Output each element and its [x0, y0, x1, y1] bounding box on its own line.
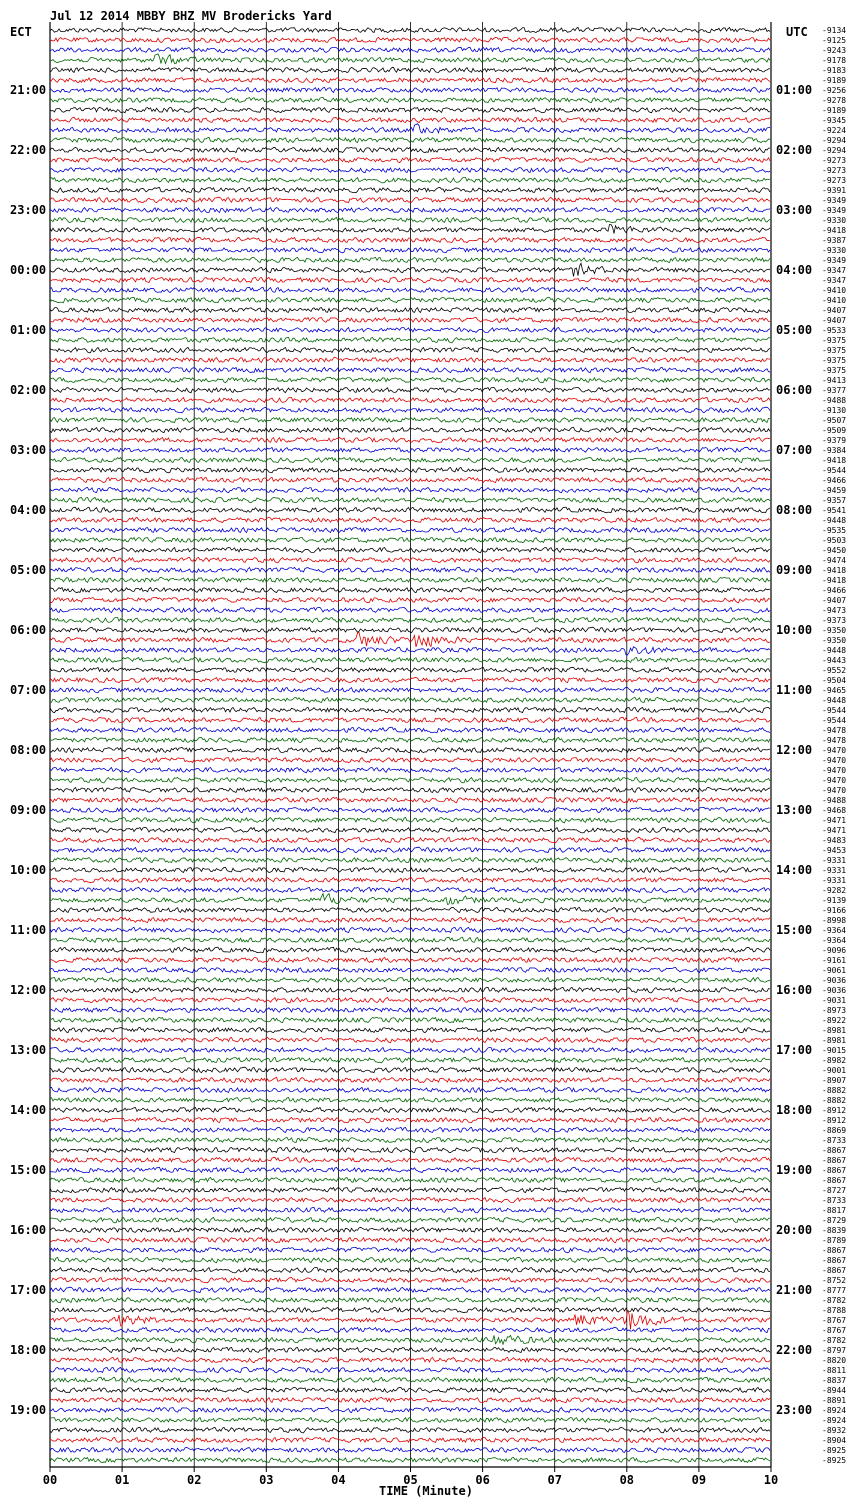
row-value-label: -9347	[822, 276, 847, 285]
row-value-label: -9294	[822, 146, 847, 155]
left-hour-label: 16:00	[10, 1223, 47, 1237]
row-value-label: -8891	[822, 1396, 847, 1405]
left-hour-label: 13:00	[10, 1043, 47, 1057]
x-axis-label: TIME (Minute)	[379, 1484, 473, 1498]
right-hour-label: 12:00	[776, 743, 813, 757]
left-hour-label: 03:00	[10, 443, 47, 457]
row-value-label: -9443	[822, 656, 847, 665]
row-value-label: -8882	[822, 1096, 847, 1105]
row-value-label: -8932	[822, 1426, 847, 1435]
row-value-label: -9410	[822, 296, 847, 305]
row-value-label: -9189	[822, 106, 847, 115]
left-hour-label: 07:00	[10, 683, 47, 697]
row-value-label: -9418	[822, 226, 847, 235]
right-hour-label: 19:00	[776, 1163, 813, 1177]
row-value-label: -9377	[822, 386, 847, 395]
row-value-label: -8811	[822, 1366, 847, 1375]
row-value-label: -9330	[822, 246, 847, 255]
row-value-label: -9373	[822, 616, 847, 625]
row-value-label: -9001	[822, 1066, 847, 1075]
right-hour-label: 02:00	[776, 143, 813, 157]
right-hour-label: 09:00	[776, 563, 813, 577]
row-value-label: -8867	[822, 1256, 847, 1265]
row-value-label: -9407	[822, 316, 847, 325]
row-value-label: -9061	[822, 966, 847, 975]
row-value-label: -8839	[822, 1226, 847, 1235]
row-value-label: -9474	[822, 556, 847, 565]
row-value-label: -9470	[822, 756, 847, 765]
left-hour-label: 08:00	[10, 743, 47, 757]
row-value-label: -9364	[822, 926, 847, 935]
right-hour-label: 15:00	[776, 923, 813, 937]
row-value-label: -9036	[822, 986, 847, 995]
row-value-label: -8782	[822, 1296, 847, 1305]
row-value-label: -8867	[822, 1156, 847, 1165]
row-value-label: -9465	[822, 686, 847, 695]
row-value-label: -9544	[822, 466, 847, 475]
row-value-label: -9375	[822, 366, 847, 375]
right-zone-label: UTC	[786, 25, 808, 39]
row-value-label: -9418	[822, 566, 847, 575]
row-value-label: -9349	[822, 256, 847, 265]
row-value-label: -9504	[822, 676, 847, 685]
x-tick-label: 06	[475, 1473, 490, 1487]
row-value-label: -9189	[822, 76, 847, 85]
left-hour-label: 19:00	[10, 1403, 47, 1417]
left-hour-label: 17:00	[10, 1283, 47, 1297]
x-tick-label: 05	[403, 1473, 418, 1487]
row-value-label: -9273	[822, 156, 847, 165]
left-hour-label: 04:00	[10, 503, 47, 517]
x-tick-label: 09	[691, 1473, 707, 1487]
row-value-label: -8867	[822, 1266, 847, 1275]
row-value-label: -9273	[822, 166, 847, 175]
row-value-label: -8925	[822, 1446, 847, 1455]
row-value-label: -8767	[822, 1326, 847, 1335]
row-value-label: -8727	[822, 1186, 847, 1195]
row-value-label: -8922	[822, 1016, 847, 1025]
row-value-label: -9448	[822, 516, 847, 525]
row-value-label: -9413	[822, 376, 847, 385]
row-value-label: -9471	[822, 826, 847, 835]
x-tick-label: 08	[619, 1473, 635, 1487]
row-value-label: -9294	[822, 136, 847, 145]
right-hour-label: 16:00	[776, 983, 813, 997]
row-value-label: -9178	[822, 56, 847, 65]
row-value-label: -8998	[822, 916, 847, 925]
right-hour-label: 13:00	[776, 803, 813, 817]
row-value-label: -9418	[822, 456, 847, 465]
row-value-label: -9350	[822, 626, 847, 635]
row-value-label: -9470	[822, 766, 847, 775]
right-hour-label: 05:00	[776, 323, 813, 337]
row-value-label: -9544	[822, 706, 847, 715]
row-value-label: -8797	[822, 1346, 847, 1355]
row-value-label: -9243	[822, 46, 847, 55]
row-value-label: -9541	[822, 506, 847, 515]
row-value-label: -9357	[822, 496, 847, 505]
row-value-label: -8817	[822, 1206, 847, 1215]
row-value-label: -9533	[822, 326, 847, 335]
row-value-label: -9134	[822, 26, 847, 35]
row-value-label: -9130	[822, 406, 847, 415]
row-value-label: -9391	[822, 186, 847, 195]
right-hour-label: 18:00	[776, 1103, 813, 1117]
row-value-label: -9410	[822, 286, 847, 295]
right-hour-label: 14:00	[776, 863, 813, 877]
row-value-label: -9375	[822, 356, 847, 365]
right-hour-label: 21:00	[776, 1283, 813, 1297]
row-value-label: -9139	[822, 896, 847, 905]
right-hour-label: 17:00	[776, 1043, 813, 1057]
x-tick-label: 01	[114, 1473, 130, 1487]
row-value-label: -8837	[822, 1376, 847, 1385]
row-value-label: -9096	[822, 946, 847, 955]
row-value-label: -8869	[822, 1126, 847, 1135]
right-hour-label: 10:00	[776, 623, 813, 637]
row-value-label: -9488	[822, 396, 847, 405]
row-value-label: -9450	[822, 546, 847, 555]
row-value-label: -8788	[822, 1306, 847, 1315]
row-value-label: -9535	[822, 526, 847, 535]
left-hour-label: 05:00	[10, 563, 47, 577]
row-value-label: -9015	[822, 1046, 847, 1055]
x-tick-label: 02	[186, 1473, 202, 1487]
row-value-label: -9478	[822, 726, 847, 735]
left-zone-label: ECT	[10, 25, 32, 39]
right-hour-label: 20:00	[776, 1223, 813, 1237]
row-value-label: -9407	[822, 596, 847, 605]
row-value-label: -8789	[822, 1236, 847, 1245]
row-value-label: -8867	[822, 1166, 847, 1175]
row-value-label: -8867	[822, 1146, 847, 1155]
row-value-label: -9478	[822, 736, 847, 745]
left-hour-label: 00:00	[10, 263, 47, 277]
row-value-label: -9331	[822, 856, 847, 865]
row-value-label: -9375	[822, 336, 847, 345]
row-value-label: -9453	[822, 846, 847, 855]
row-value-label: -9349	[822, 196, 847, 205]
row-value-label: -8733	[822, 1196, 847, 1205]
row-value-label: -8973	[822, 1006, 847, 1015]
row-value-label: -9256	[822, 86, 847, 95]
row-value-label: -9471	[822, 816, 847, 825]
row-value-label: -9466	[822, 586, 847, 595]
right-hour-label: 03:00	[776, 203, 813, 217]
left-hour-label: 22:00	[10, 143, 47, 157]
row-value-label: -9278	[822, 96, 847, 105]
right-hour-label: 06:00	[776, 383, 813, 397]
row-value-label: -9488	[822, 796, 847, 805]
row-value-label: -8925	[822, 1456, 847, 1465]
right-hour-label: 04:00	[776, 263, 813, 277]
row-value-label: -9509	[822, 426, 847, 435]
row-value-label: -9031	[822, 996, 847, 1005]
x-tick-label: 04	[331, 1473, 346, 1487]
x-tick-label: 07	[547, 1473, 562, 1487]
row-value-label: -9331	[822, 876, 847, 885]
row-value-label: -8733	[822, 1136, 847, 1145]
row-value-label: -9507	[822, 416, 847, 425]
row-value-label: -8924	[822, 1406, 847, 1415]
row-value-labels	[822, 26, 846, 1465]
left-hour-label: 12:00	[10, 983, 47, 997]
row-value-label: -8867	[822, 1176, 847, 1185]
left-hour-label: 10:00	[10, 863, 47, 877]
right-hour-label: 23:00	[776, 1403, 813, 1417]
right-hour-label: 01:00	[776, 83, 813, 97]
row-value-label: -9349	[822, 206, 847, 215]
row-value-label: -9166	[822, 906, 847, 915]
row-value-label: -9273	[822, 176, 847, 185]
row-value-label: -8882	[822, 1086, 847, 1095]
row-value-label: -9470	[822, 786, 847, 795]
x-tick-label: 00	[42, 1473, 58, 1487]
row-value-label: -9331	[822, 866, 847, 875]
row-value-label: -9384	[822, 446, 847, 455]
row-value-label: -9473	[822, 606, 847, 615]
row-value-label: -8944	[822, 1386, 847, 1395]
row-value-label: -9282	[822, 886, 847, 895]
row-value-label: -9468	[822, 806, 847, 815]
left-hour-label: 18:00	[10, 1343, 47, 1357]
left-hour-label: 14:00	[10, 1103, 47, 1117]
row-value-label: -9459	[822, 486, 847, 495]
left-hour-label: 23:00	[10, 203, 47, 217]
left-hour-label: 21:00	[10, 83, 47, 97]
row-value-label: -8924	[822, 1416, 847, 1425]
left-hour-label: 02:00	[10, 383, 47, 397]
row-value-label: -9345	[822, 116, 847, 125]
row-value-label: -8907	[822, 1076, 847, 1085]
row-value-label: -9330	[822, 216, 847, 225]
left-hour-label: 09:00	[10, 803, 47, 817]
row-value-label: -9407	[822, 306, 847, 315]
row-value-label: -9364	[822, 936, 847, 945]
row-value-label: -8904	[822, 1436, 847, 1445]
row-value-label: -9470	[822, 746, 847, 755]
row-value-label: -9552	[822, 666, 847, 675]
row-value-label: -8752	[822, 1276, 847, 1285]
row-value-label: -9466	[822, 476, 847, 485]
row-value-label: -9224	[822, 126, 847, 135]
row-value-label: -9161	[822, 956, 847, 965]
row-value-label: -8981	[822, 1036, 847, 1045]
left-hour-label: 15:00	[10, 1163, 47, 1177]
row-value-label: -9418	[822, 576, 847, 585]
right-hour-label: 22:00	[776, 1343, 813, 1357]
row-value-label: -9483	[822, 836, 847, 845]
row-value-label: -8820	[822, 1356, 847, 1365]
row-value-label: -8767	[822, 1316, 847, 1325]
right-hour-label: 08:00	[776, 503, 813, 517]
x-tick-label: 10	[763, 1473, 779, 1487]
row-value-label: -8912	[822, 1106, 847, 1115]
left-hour-label: 06:00	[10, 623, 47, 637]
row-value-label: -8867	[822, 1246, 847, 1255]
row-value-label: -9387	[822, 236, 847, 245]
row-value-label: -9183	[822, 66, 847, 75]
row-value-label: -9544	[822, 716, 847, 725]
row-value-label: -9448	[822, 696, 847, 705]
row-value-label: -9470	[822, 776, 847, 785]
row-value-label: -9503	[822, 536, 847, 545]
right-hour-label: 11:00	[776, 683, 813, 697]
row-value-label: -9375	[822, 346, 847, 355]
row-value-label: -9036	[822, 976, 847, 985]
row-value-label: -9448	[822, 646, 847, 655]
row-value-label: -8777	[822, 1286, 847, 1295]
left-hour-label: 11:00	[10, 923, 47, 937]
x-tick-label: 03	[259, 1473, 274, 1487]
row-value-label: -8729	[822, 1216, 847, 1225]
row-value-label: -9347	[822, 266, 847, 275]
row-value-label: -9350	[822, 636, 847, 645]
row-value-label: -8982	[822, 1056, 847, 1065]
row-value-label: -9379	[822, 436, 847, 445]
row-value-label: -8912	[822, 1116, 847, 1125]
row-value-label: -9125	[822, 36, 847, 45]
row-value-label: -8782	[822, 1336, 847, 1345]
right-hour-label: 07:00	[776, 443, 813, 457]
row-value-label: -8981	[822, 1026, 847, 1035]
chart-title: Jul 12 2014 MBBY BHZ MV Brodericks Yard	[50, 9, 332, 23]
left-hour-label: 01:00	[10, 323, 47, 337]
